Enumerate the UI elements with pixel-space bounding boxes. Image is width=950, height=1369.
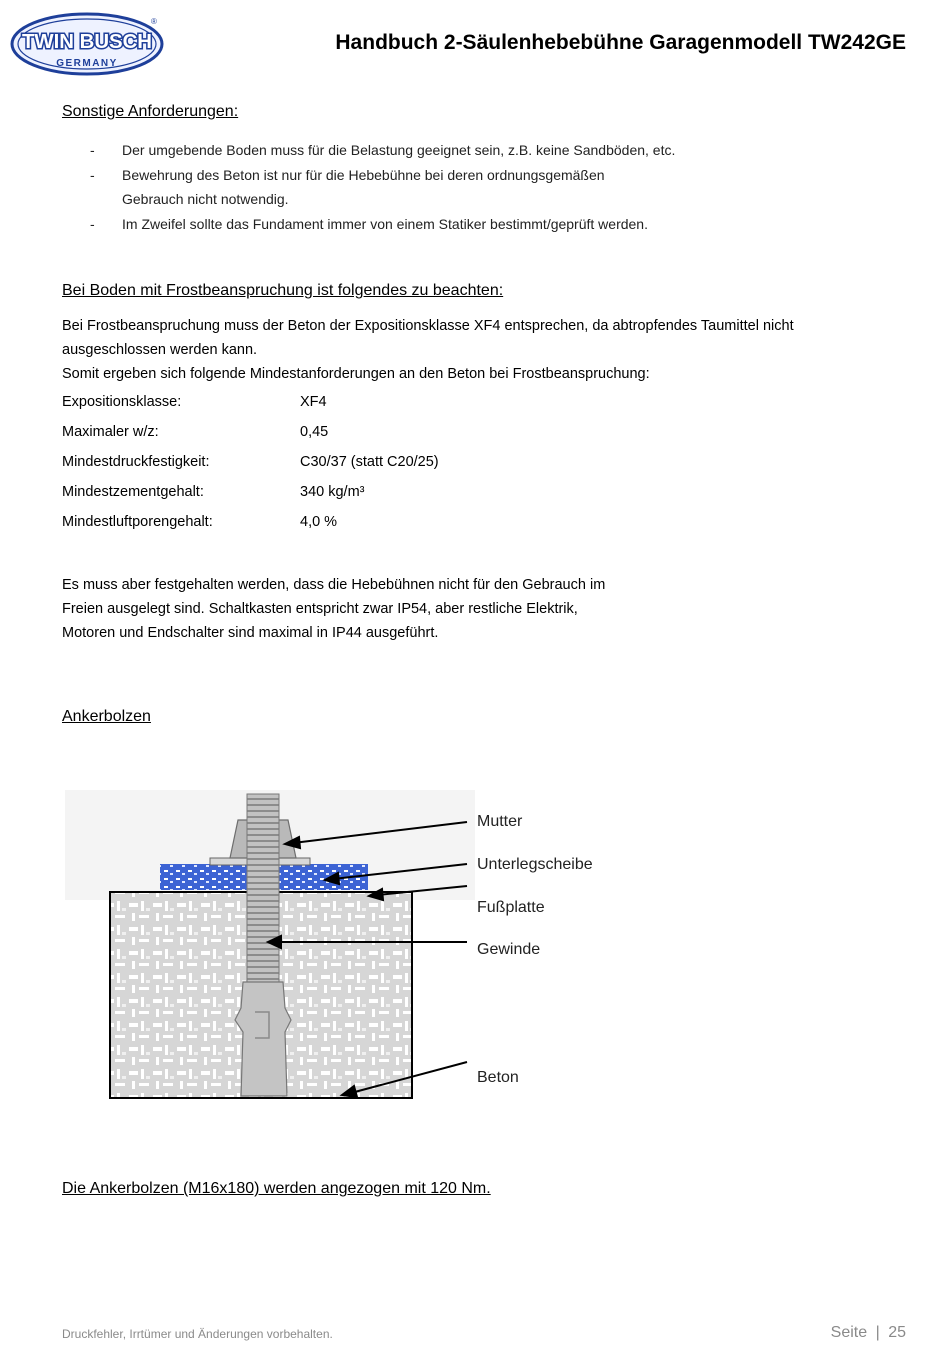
spec-value: 4,0 %	[300, 514, 338, 530]
bullet-dash: -	[90, 142, 95, 158]
note-line: Freien ausgelegt sind. Schaltkasten entspricht zwar IP54, aber restliche Elektrik,	[62, 601, 578, 617]
spec-value: C30/37 (statt C20/25)	[300, 454, 439, 470]
page-number	[831, 1324, 906, 1342]
callout-thread: Gewinde	[477, 941, 541, 958]
bullet-dash: -	[90, 167, 95, 183]
spec-label: Expositionsklasse:	[62, 394, 182, 410]
twin-busch-logo	[10, 12, 166, 76]
section-heading-frost: Bei Boden mit Frostbeanspruchung ist folgendes zu beachten:	[62, 282, 504, 299]
expansion-sleeve	[235, 982, 291, 1096]
anchor-bolt-diagram	[55, 780, 485, 1110]
threaded-rod	[247, 794, 279, 982]
bullet-item-ground: Der umgebende Boden muss für die Belastung geeignet sein, z.B. keine Sandböden, etc.	[122, 142, 676, 158]
callout-foot-plate: Fußplatte	[477, 899, 545, 916]
logo-brand: TWIN BUSCH	[22, 31, 152, 53]
logo-country: GERMANY	[56, 58, 118, 69]
bullet-item-structural-engineer: Im Zweifel sollte das Fundament immer von einem Statiker bestimmt/geprüft werden.	[122, 216, 648, 232]
torque-statement: Die Ankerbolzen (M16x180) werden angezogen mit 120 Nm.	[62, 1180, 491, 1197]
logo-registered-mark: ®	[151, 17, 157, 26]
footer-disclaimer: Druckfehler, Irrtümer und Änderungen vorbehalten.	[62, 1327, 333, 1341]
section-heading-requirements: Sonstige Anforderungen:	[62, 103, 239, 120]
section-heading-anchor-bolts: Ankerbolzen	[62, 708, 151, 725]
spec-label: Mindestdruckfestigkeit:	[62, 454, 210, 470]
page-label: Seite	[830, 1324, 868, 1341]
note-line: Es muss aber festgehalten werden, dass die Hebebühnen nicht für den Gebrauch im	[62, 577, 606, 593]
bullet-item-reinforcement: Bewehrung des Beton ist nur für die Hebebühne bei deren ordnungsgemäßen	[122, 167, 605, 183]
paragraph-line: Somit ergeben sich folgende Mindestanforderungen an den Beton bei Frostbeanspruchung:	[62, 366, 650, 382]
spec-label: Mindestzementgehalt:	[62, 484, 204, 500]
spec-value: XF4	[300, 394, 327, 410]
paragraph-line: Bei Frostbeanspruchung muss der Beton der Expositionsklasse XF4 entsprechen, da abtropfendes Taumittel nicht	[62, 318, 794, 334]
page-number-value: 25	[888, 1324, 906, 1341]
spec-value: 0,45	[300, 424, 329, 440]
bullet-dash: -	[90, 216, 95, 232]
page-separator: |	[875, 1324, 880, 1341]
callout-washer: Unterlegscheibe	[477, 856, 593, 873]
spec-label: Maximaler w/z:	[62, 424, 159, 440]
spec-label: Mindestluftporengehalt:	[62, 514, 213, 530]
note-line: Motoren und Endschalter sind maximal in IP44 ausgeführt.	[62, 625, 439, 641]
bullet-item-reinforcement-cont: Gebrauch nicht notwendig.	[122, 191, 289, 207]
callout-concrete: Beton	[477, 1069, 519, 1086]
document-title: Handbuch 2-Säulenhebebühne Garagenmodell TW242GE	[335, 31, 906, 54]
spec-value: 340 kg/m³	[300, 484, 365, 500]
callout-nut: Mutter	[477, 813, 523, 830]
paragraph-line: ausgeschlossen werden kann.	[62, 342, 258, 358]
